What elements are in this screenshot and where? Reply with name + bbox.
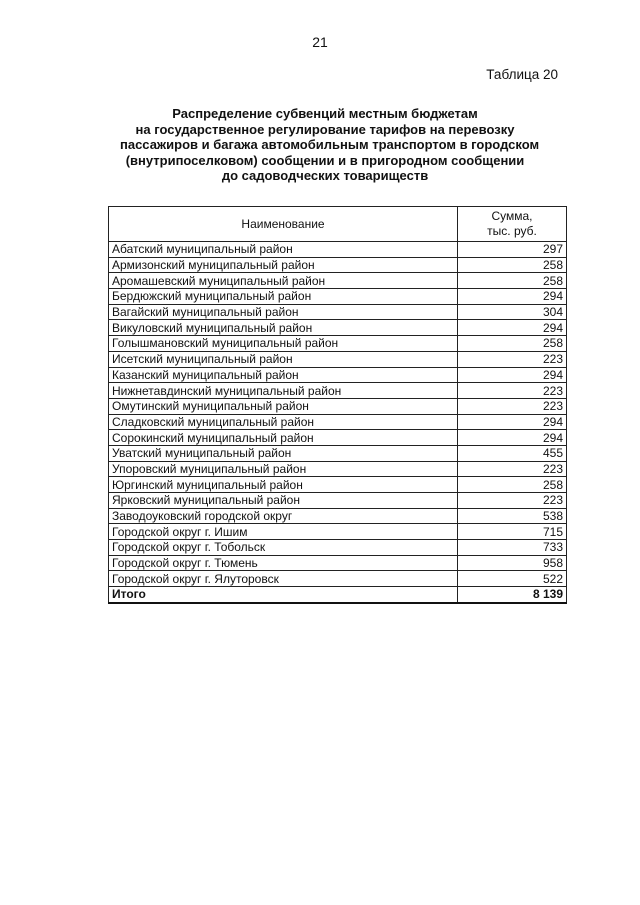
row-sum: 294 (458, 414, 567, 430)
row-name: Нижнетавдинский муниципальный район (109, 383, 458, 399)
table-label: Таблица 20 (486, 67, 558, 82)
title-line: Распределение субвенций местным бюджетам (172, 106, 478, 121)
table-row (109, 257, 567, 273)
row-sum: 455 (458, 445, 567, 461)
row-sum: 294 (458, 430, 567, 446)
row-name: Городской округ г. Тюмень (109, 555, 458, 571)
header-sum-line2: тыс. руб. (487, 224, 537, 238)
row-sum: 294 (458, 367, 567, 383)
row-sum: 294 (458, 289, 567, 305)
row-name: Казанский муниципальный район (109, 367, 458, 383)
total-row (109, 587, 567, 603)
row-name: Исетский муниципальный район (109, 351, 458, 367)
table-row (109, 430, 567, 446)
row-sum: 223 (458, 461, 567, 477)
table-row (109, 289, 567, 305)
title-line: (внутрипоселковом) сообщении и в пригородном сообщении (125, 152, 525, 168)
row-sum: 258 (458, 273, 567, 289)
table-row (109, 555, 567, 571)
row-name: Сладковский муниципальный район (109, 414, 458, 430)
page-number: 21 (312, 34, 328, 50)
table-row (109, 336, 567, 352)
row-sum: 715 (458, 524, 567, 540)
table-row (109, 398, 567, 414)
header-sum (458, 207, 567, 242)
table-row (109, 242, 567, 258)
row-sum: 223 (458, 398, 567, 414)
row-sum: 304 (458, 304, 567, 320)
table-header-row (109, 207, 567, 242)
table-row (109, 540, 567, 556)
row-sum: 258 (458, 477, 567, 493)
row-name: Ярковский муниципальный район (109, 493, 458, 509)
table-body (109, 242, 567, 603)
row-sum: 223 (458, 383, 567, 399)
row-name: Бердюжский муниципальный район (109, 289, 458, 305)
row-sum: 258 (458, 336, 567, 352)
row-sum: 958 (458, 555, 567, 571)
row-name: Городской округ г. Тобольск (109, 540, 458, 556)
table-row (109, 571, 567, 587)
document-title (120, 106, 540, 184)
table-row (109, 383, 567, 399)
row-name: Голышмановский муниципальный район (109, 336, 458, 352)
row-name: Сорокинский муниципальный район (109, 430, 458, 446)
table-row (109, 477, 567, 493)
table-row (109, 461, 567, 477)
header-sum-line1: Сумма, (491, 209, 533, 223)
title-line: на государственное регулирование тарифов на перевозку (135, 121, 515, 137)
row-name: Городской округ г. Ялуторовск (109, 571, 458, 587)
row-name: Вагайский муниципальный район (109, 304, 458, 320)
title-line: пассажиров и багажа автомобильным транспортом в городском (120, 137, 540, 152)
row-name: Абатский муниципальный район (109, 242, 458, 258)
title-line: до садоводческих товариществ (221, 168, 429, 183)
row-sum: 223 (458, 493, 567, 509)
row-name: Армизонский муниципальный район (109, 257, 458, 273)
row-name: Аромашевский муниципальный район (109, 273, 458, 289)
row-sum: 223 (458, 351, 567, 367)
row-sum: 258 (458, 257, 567, 273)
row-name: Омутинский муниципальный район (109, 398, 458, 414)
row-name: Викуловский муниципальный район (109, 320, 458, 336)
row-name: Уватский муниципальный район (109, 445, 458, 461)
row-sum: 294 (458, 320, 567, 336)
table-row (109, 367, 567, 383)
row-name: Упоровский муниципальный район (109, 461, 458, 477)
row-sum: 522 (458, 571, 567, 587)
header-name: Наименование (109, 207, 458, 242)
table-row (109, 508, 567, 524)
table-row (109, 445, 567, 461)
row-sum: 538 (458, 508, 567, 524)
table-row (109, 273, 567, 289)
table-row (109, 304, 567, 320)
row-name: Юргинский муниципальный район (109, 477, 458, 493)
total-sum: 8 139 (458, 587, 567, 603)
subsidy-table (108, 206, 567, 604)
row-sum: 733 (458, 540, 567, 556)
row-sum: 297 (458, 242, 567, 258)
table-row (109, 351, 567, 367)
row-name: Заводоуковский городской округ (109, 508, 458, 524)
table-row (109, 524, 567, 540)
table-row (109, 493, 567, 509)
row-name: Городской округ г. Ишим (109, 524, 458, 540)
table-row (109, 414, 567, 430)
total-label: Итого (109, 587, 458, 603)
table-row (109, 320, 567, 336)
